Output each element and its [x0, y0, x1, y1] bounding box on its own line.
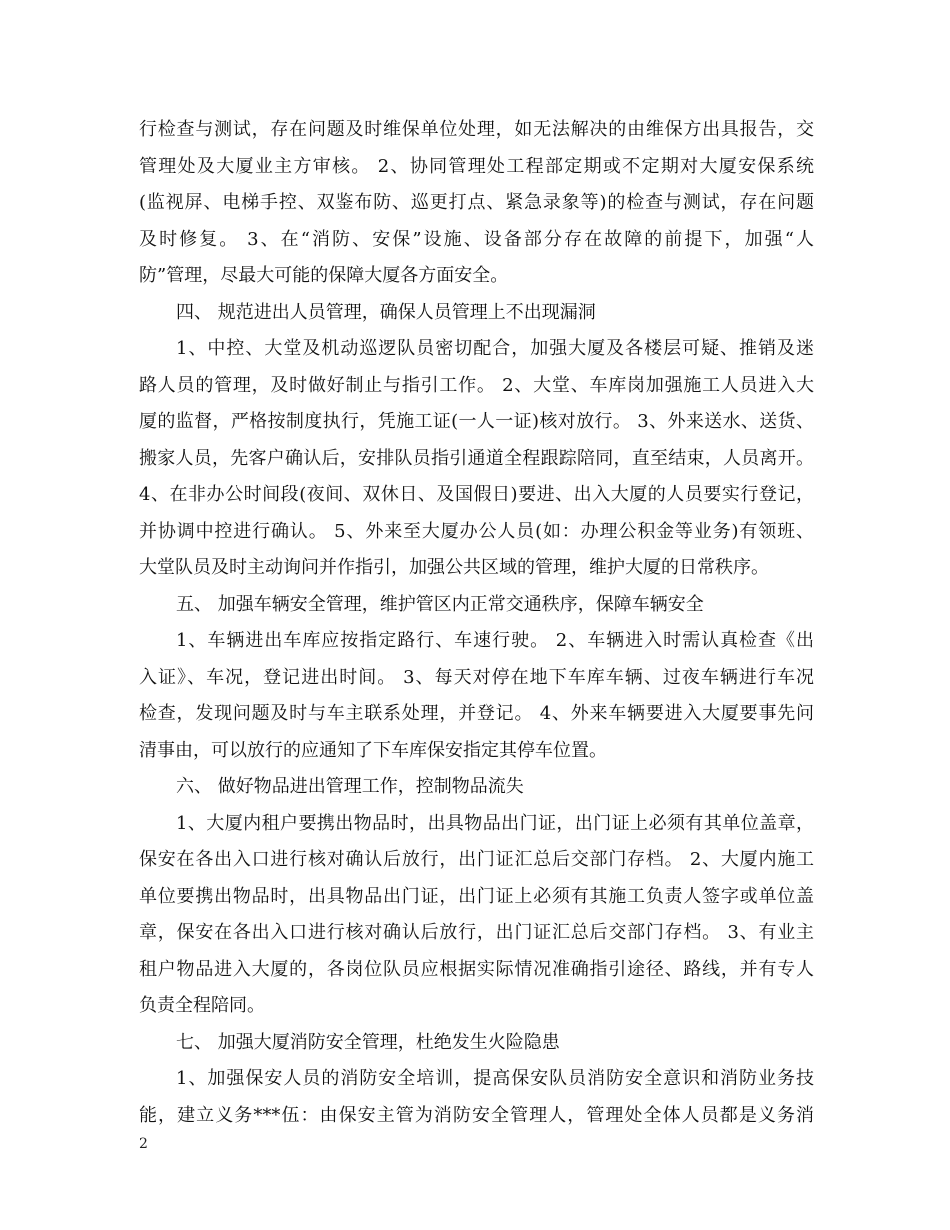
- text-line: 检查，发现问题及时与车主联系处理，并登记。 4、外来车辆要进入大厦要事先问: [139, 703, 814, 724]
- section-heading: 五、 加强车辆安全管理，维护管区内正常交通秩序，保障车辆安全: [176, 593, 704, 615]
- text-line: 负责全程陪同。: [139, 995, 265, 1016]
- text-line: 搬家人员，先客户确认后，安排队员指引通道全程跟踪陪同，直至结束，人员离开。: [139, 447, 814, 469]
- text-line: 1、加强保安人员的消防安全培训，提高保安队员消防安全意识和消防业务技: [176, 1068, 814, 1089]
- section-heading: 六、 做好物品进出管理工作，控制物品流失: [176, 776, 524, 797]
- text-line: 并协调中控进行确认。 5、外来至大厦办公人员(如：办理公积金等业务)有领班、: [139, 520, 814, 542]
- page-number: 2: [139, 1136, 148, 1152]
- document-body: [139, 112, 814, 1134]
- text-line: 路人员的管理，及时做好制止与指引工作。 2、大堂、车库岗加强施工人员进入大: [139, 374, 814, 396]
- text-line: 能，建立义务***伍：由保安主管为消防安全管理人，管理处全体人员都是义务消: [139, 1104, 814, 1126]
- text-line: 厦的监督，严格按制度执行，凭施工证(一人一证)核对放行。 3、外来送水、送货、: [139, 411, 814, 432]
- text-line: 及时修复。 3、在“消防、安保”设施、设备部分存在故障的前提下，加强“人: [139, 228, 814, 250]
- section-heading: 七、 加强大厦消防安全管理，杜绝发生火险隐患: [176, 1031, 560, 1053]
- text-line: 大堂队员及时主动询问并作指引，加强公共区域的管理，维护大厦的日常秩序。: [139, 557, 769, 578]
- text-line: 单位要携出物品时，出具物品出门证，出门证上必须有其施工负责人签字或单位盖: [139, 885, 814, 907]
- text-line: 行检查与测试，存在问题及时维保单位处理，如无法解决的由维保方出具报告，交: [139, 119, 814, 140]
- text-line: (监视屏、电梯手控、双鉴布防、巡更打点、紧急录象等)的检查与测试，存在问题: [139, 192, 814, 213]
- text-line: 管理处及大厦业主方审核。 2、协同管理处工程部定期或不定期对大厦安保系统: [139, 155, 814, 177]
- text-line: 章，保安在各出入口进行核对确认后放行，出门证汇总后交部门存档。 3、有业主: [139, 922, 814, 943]
- section-heading: 四、 规范进出人员管理，确保人员管理上不出现漏洞: [176, 301, 596, 323]
- text-line: 防”管理，尽最大可能的保障大厦各方面安全。: [139, 265, 509, 286]
- text-line: 保安在各出入口进行核对确认后放行，出门证汇总后交部门存档。 2、大厦内施工: [139, 849, 814, 870]
- text-line: 1、车辆进出车库应按指定路行、车速行驶。 2、车辆进入时需认真检查《出: [176, 630, 814, 651]
- text-line: 4、在非办公时间段(夜间、双休日、及国假日)要进、出入大厦的人员要实行登记，: [139, 484, 814, 505]
- text-line: 入证》、车况，登记进出时间。 3、每天对停在地下车库车辆、过夜车辆进行车况: [139, 666, 814, 688]
- text-line: 1、大厦内租户要携出物品时，出具物品出门证，出门证上必须有其单位盖章，: [176, 812, 814, 834]
- text-line: 清事由，可以放行的应通知了下车库保安指定其停车位置。: [139, 739, 607, 761]
- text-line: 1、中控、大堂及机动巡逻队员密切配合，加强大厦及各楼层可疑、推销及迷: [176, 338, 814, 359]
- text-line: 租户物品进入大厦的，各岗位队员应根据实际情况准确指引途径、路线，并有专人: [139, 958, 814, 980]
